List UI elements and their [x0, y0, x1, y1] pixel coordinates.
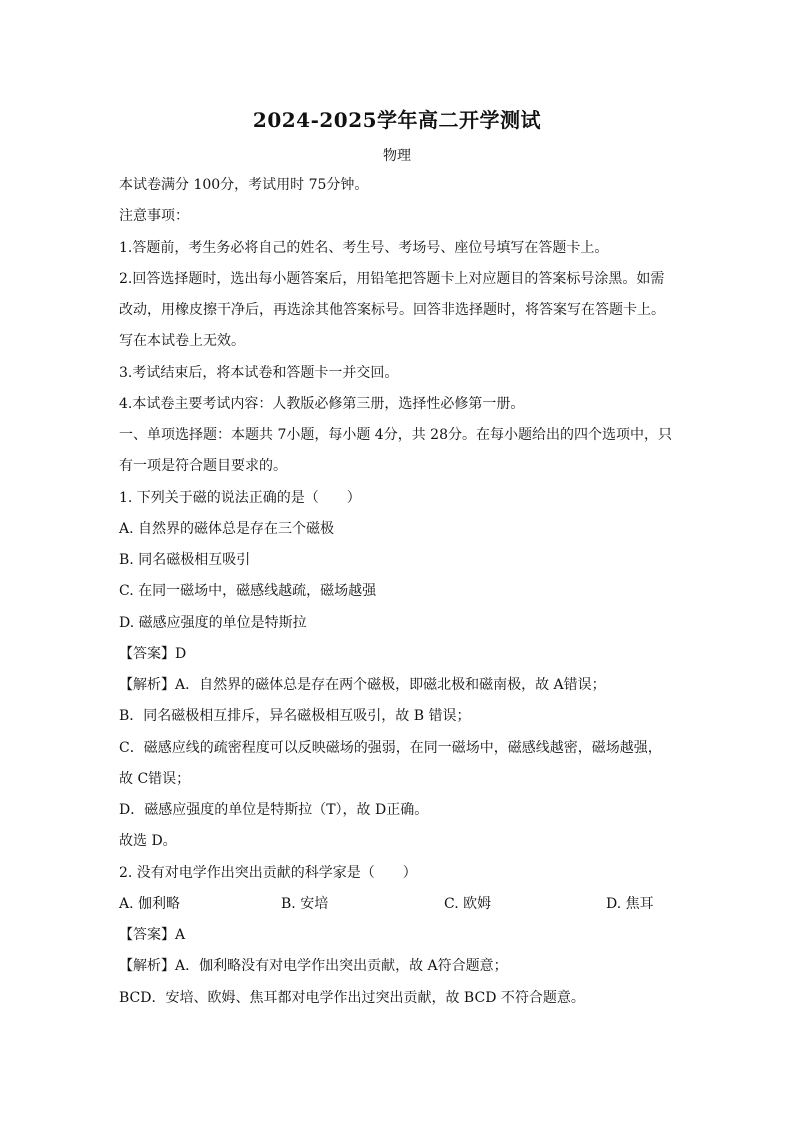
question-1-analysis-c1: C．磁感应线的疏密程度可以反映磁场的强弱，在同一磁场中，磁感线越密，磁场越强， [119, 740, 662, 756]
question-1-option-b: B. 同名磁极相互吸引 [119, 552, 251, 568]
question-2-stem: 2. 没有对电学作出突出贡献的科学家是（ ） [119, 865, 417, 881]
exam-info: 本试卷满分 100分，考试用时 75分钟。 [119, 177, 369, 193]
question-2-option-b: B. 安培 [281, 896, 329, 912]
notice-item-2b: 改动，用橡皮擦干净后，再选涂其他答案标号。回答非选择题时，将答案写在答题卡上。 [119, 302, 665, 318]
question-1-option-d: D. 磁感应强度的单位是特斯拉 [119, 615, 307, 631]
question-1-analysis-d: D．磁感应强度的单位是特斯拉（T），故 D正确。 [119, 802, 429, 818]
question-2-answer: 【答案】A [119, 927, 186, 943]
question-1-stem: 1. 下列关于磁的说法正确的是（ ） [119, 490, 361, 506]
question-1-option-a: A. 自然界的磁体总是存在三个磁极 [119, 521, 335, 537]
question-2-analysis-a: 【解析】A．伽利略没有对电学作出突出贡献，故 A符合题意； [119, 958, 508, 974]
question-1-analysis-b: B．同名磁极相互排斥，异名磁极相互吸引，故 B 错误； [119, 708, 471, 724]
notice-item-2a: 2.回答选择题时，选出每小题答案后，用铅笔把答题卡上对应题目的答案标号涂黑。如需 [119, 271, 665, 287]
notice-item-2c: 写在本试卷上无效。 [119, 333, 245, 349]
question-2-option-c: C. 欧姆 [444, 896, 492, 912]
notice-item-4: 4.本试卷主要考试内容：人教版必修第三册，选择性必修第一册。 [119, 396, 525, 412]
question-1-analysis-c2: 故 C错误； [119, 771, 191, 787]
section-heading-a: 一、单项选择题：本题共 7小题，每小题 4分，共 28分。在每小题给出的四个选项中，只 [119, 427, 672, 443]
question-2-option-a: A. 伽利略 [119, 896, 181, 912]
question-1-analysis-a: 【解析】A．自然界的磁体总是存在两个磁极，即磁北极和磁南极，故 A错误； [119, 677, 606, 693]
section-heading-b: 有一项是符合题目要求的。 [119, 458, 287, 474]
question-1-option-c: C. 在同一磁场中，磁感线越疏，磁场越强 [119, 583, 377, 599]
subject-label: 物理 [383, 148, 411, 164]
question-2-analysis-bcd: BCD．安培、欧姆、焦耳都对电学作出过突出贡献，故 BCD 不符合题意。 [119, 990, 585, 1006]
question-2-option-d: D. 焦耳 [606, 896, 654, 912]
question-1-answer: 【答案】D [119, 646, 187, 662]
page-title: 2024-2025学年高二开学测试 [252, 108, 542, 132]
notice-item-3: 3.考试结束后，将本试卷和答题卡一并交回。 [119, 365, 399, 381]
notice-item-1: 1.答题前，考生务必将自己的姓名、考生号、考场号、座位号填写在答题卡上。 [119, 240, 609, 256]
question-1-conclusion: 故选 D。 [119, 833, 177, 849]
notice-heading: 注意事项： [119, 208, 189, 224]
